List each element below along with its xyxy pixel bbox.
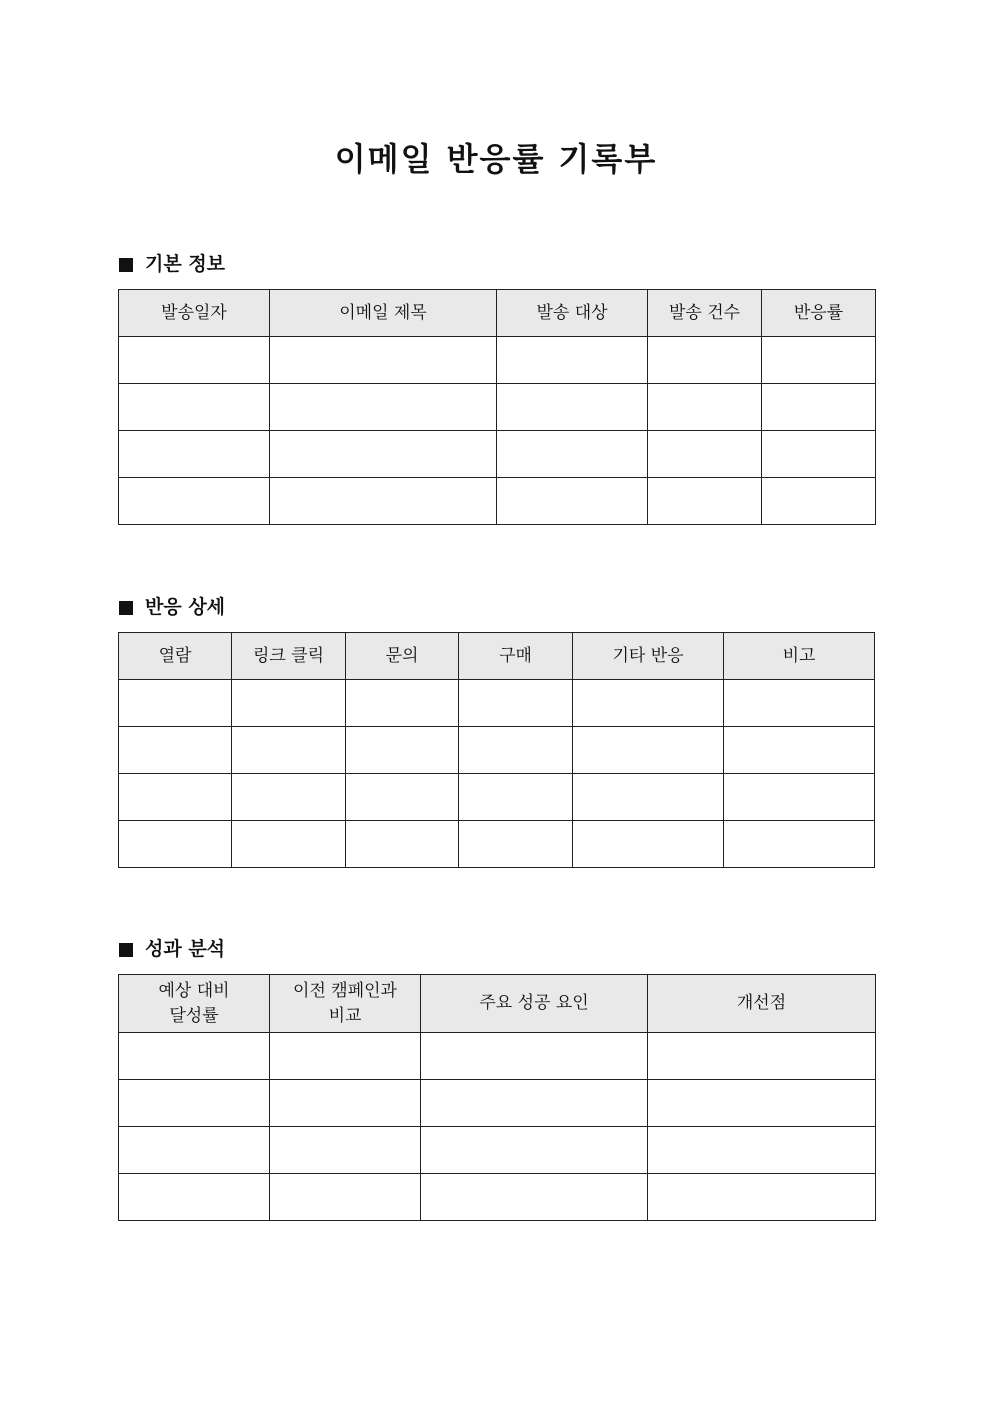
table-cell[interactable] (762, 431, 876, 478)
table-row (119, 384, 876, 431)
table-cell[interactable] (270, 384, 497, 431)
column-header: 이메일 제목 (270, 290, 497, 337)
table-cell[interactable] (232, 680, 346, 727)
table-cell[interactable] (497, 384, 648, 431)
table-cell[interactable] (346, 727, 459, 774)
column-header: 열람 (119, 633, 232, 680)
table-row (119, 680, 875, 727)
table-cell[interactable] (648, 1127, 876, 1174)
section-heading-label: 반응 상세 (145, 596, 226, 618)
table-cell[interactable] (346, 774, 459, 821)
column-header: 기타 반응 (573, 633, 724, 680)
table-cell[interactable] (119, 680, 232, 727)
section-heading-basic (119, 251, 225, 277)
table-cell[interactable] (573, 727, 724, 774)
table-cell[interactable] (459, 821, 573, 868)
column-header-line: 주요 성공 요인 (479, 993, 589, 1013)
column-header: 발송 건수 (648, 290, 762, 337)
table-row (119, 727, 875, 774)
column-header-line: 개선점 (736, 993, 787, 1013)
table-cell[interactable] (497, 337, 648, 384)
table-cell[interactable] (648, 384, 762, 431)
table-cell[interactable] (648, 431, 762, 478)
section-heading-detail (119, 594, 225, 620)
table-cell[interactable] (119, 821, 232, 868)
column-header: 비고 (724, 633, 875, 680)
table-cell[interactable] (459, 680, 573, 727)
column-header (119, 975, 270, 1033)
table-cell[interactable] (346, 680, 459, 727)
column-header: 반응률 (762, 290, 876, 337)
table-cell[interactable] (459, 774, 573, 821)
table-cell[interactable] (762, 337, 876, 384)
square-bullet-icon (119, 943, 133, 957)
table-cell[interactable] (421, 1174, 648, 1221)
table-cell[interactable] (119, 384, 270, 431)
page-title: 이메일 반응률 기록부 (334, 140, 658, 178)
column-header: 링크 클릭 (232, 633, 346, 680)
table-cell[interactable] (724, 680, 875, 727)
column-header: 발송일자 (119, 290, 270, 337)
table-cell[interactable] (762, 384, 876, 431)
section-heading-label: 기본 정보 (145, 253, 226, 275)
column-header: 구매 (459, 633, 573, 680)
performance-analysis-table (118, 974, 876, 1221)
column-header-line: 예상 대비 (158, 980, 230, 1001)
table-row (119, 1080, 876, 1127)
table-cell[interactable] (119, 1127, 270, 1174)
table-cell[interactable] (573, 821, 724, 868)
table-row (119, 431, 876, 478)
column-header (270, 975, 421, 1033)
table-cell[interactable] (497, 478, 648, 525)
table-cell[interactable] (119, 478, 270, 525)
square-bullet-icon (119, 601, 133, 615)
table-cell[interactable] (762, 478, 876, 525)
column-header: 발송 대상 (497, 290, 648, 337)
table-row (119, 821, 875, 868)
table-cell[interactable] (119, 1080, 270, 1127)
column-header: 문의 (346, 633, 459, 680)
table-cell[interactable] (497, 431, 648, 478)
column-header-line: 달성률 (169, 1005, 219, 1026)
table-cell[interactable] (724, 727, 875, 774)
table-row (119, 1174, 876, 1221)
table-cell[interactable] (724, 821, 875, 868)
column-header-line: 비교 (328, 1005, 362, 1026)
table-cell[interactable] (421, 1080, 648, 1127)
column-header (421, 975, 648, 1033)
table-header-row (119, 975, 876, 1033)
section-heading-label: 성과 분석 (145, 938, 226, 960)
table-row (119, 1033, 876, 1080)
table-cell[interactable] (270, 1080, 421, 1127)
square-bullet-icon (119, 258, 133, 272)
table-cell[interactable] (119, 1174, 270, 1221)
table-cell[interactable] (119, 337, 270, 384)
table-cell[interactable] (421, 1127, 648, 1174)
table-cell[interactable] (119, 1033, 270, 1080)
table-cell[interactable] (119, 431, 270, 478)
table-cell[interactable] (119, 774, 232, 821)
table-header-row (119, 290, 876, 337)
table-cell[interactable] (724, 774, 875, 821)
table-cell[interactable] (421, 1033, 648, 1080)
table-cell[interactable] (232, 774, 346, 821)
table-cell[interactable] (119, 727, 232, 774)
table-cell[interactable] (270, 431, 497, 478)
response-detail-table (118, 632, 875, 868)
table-row (119, 337, 876, 384)
table-cell[interactable] (648, 1174, 876, 1221)
table-cell[interactable] (270, 478, 497, 525)
section-heading-analysis (119, 936, 225, 962)
column-header-line: 이전 캠페인과 (293, 980, 397, 1001)
table-cell[interactable] (648, 1033, 876, 1080)
table-cell[interactable] (573, 774, 724, 821)
table-cell[interactable] (270, 1127, 421, 1174)
table-row (119, 1127, 876, 1174)
table-cell[interactable] (270, 1033, 421, 1080)
table-header-row (119, 633, 875, 680)
column-header (648, 975, 876, 1033)
table-cell[interactable] (573, 680, 724, 727)
table-cell[interactable] (232, 727, 346, 774)
table-cell[interactable] (232, 821, 346, 868)
table-cell[interactable] (648, 337, 762, 384)
table-cell[interactable] (648, 478, 762, 525)
table-cell[interactable] (270, 337, 497, 384)
table-row (119, 478, 876, 525)
table-cell[interactable] (459, 727, 573, 774)
basic-info-table (118, 289, 876, 525)
table-cell[interactable] (346, 821, 459, 868)
table-cell[interactable] (270, 1174, 421, 1221)
table-row (119, 774, 875, 821)
table-cell[interactable] (648, 1080, 876, 1127)
